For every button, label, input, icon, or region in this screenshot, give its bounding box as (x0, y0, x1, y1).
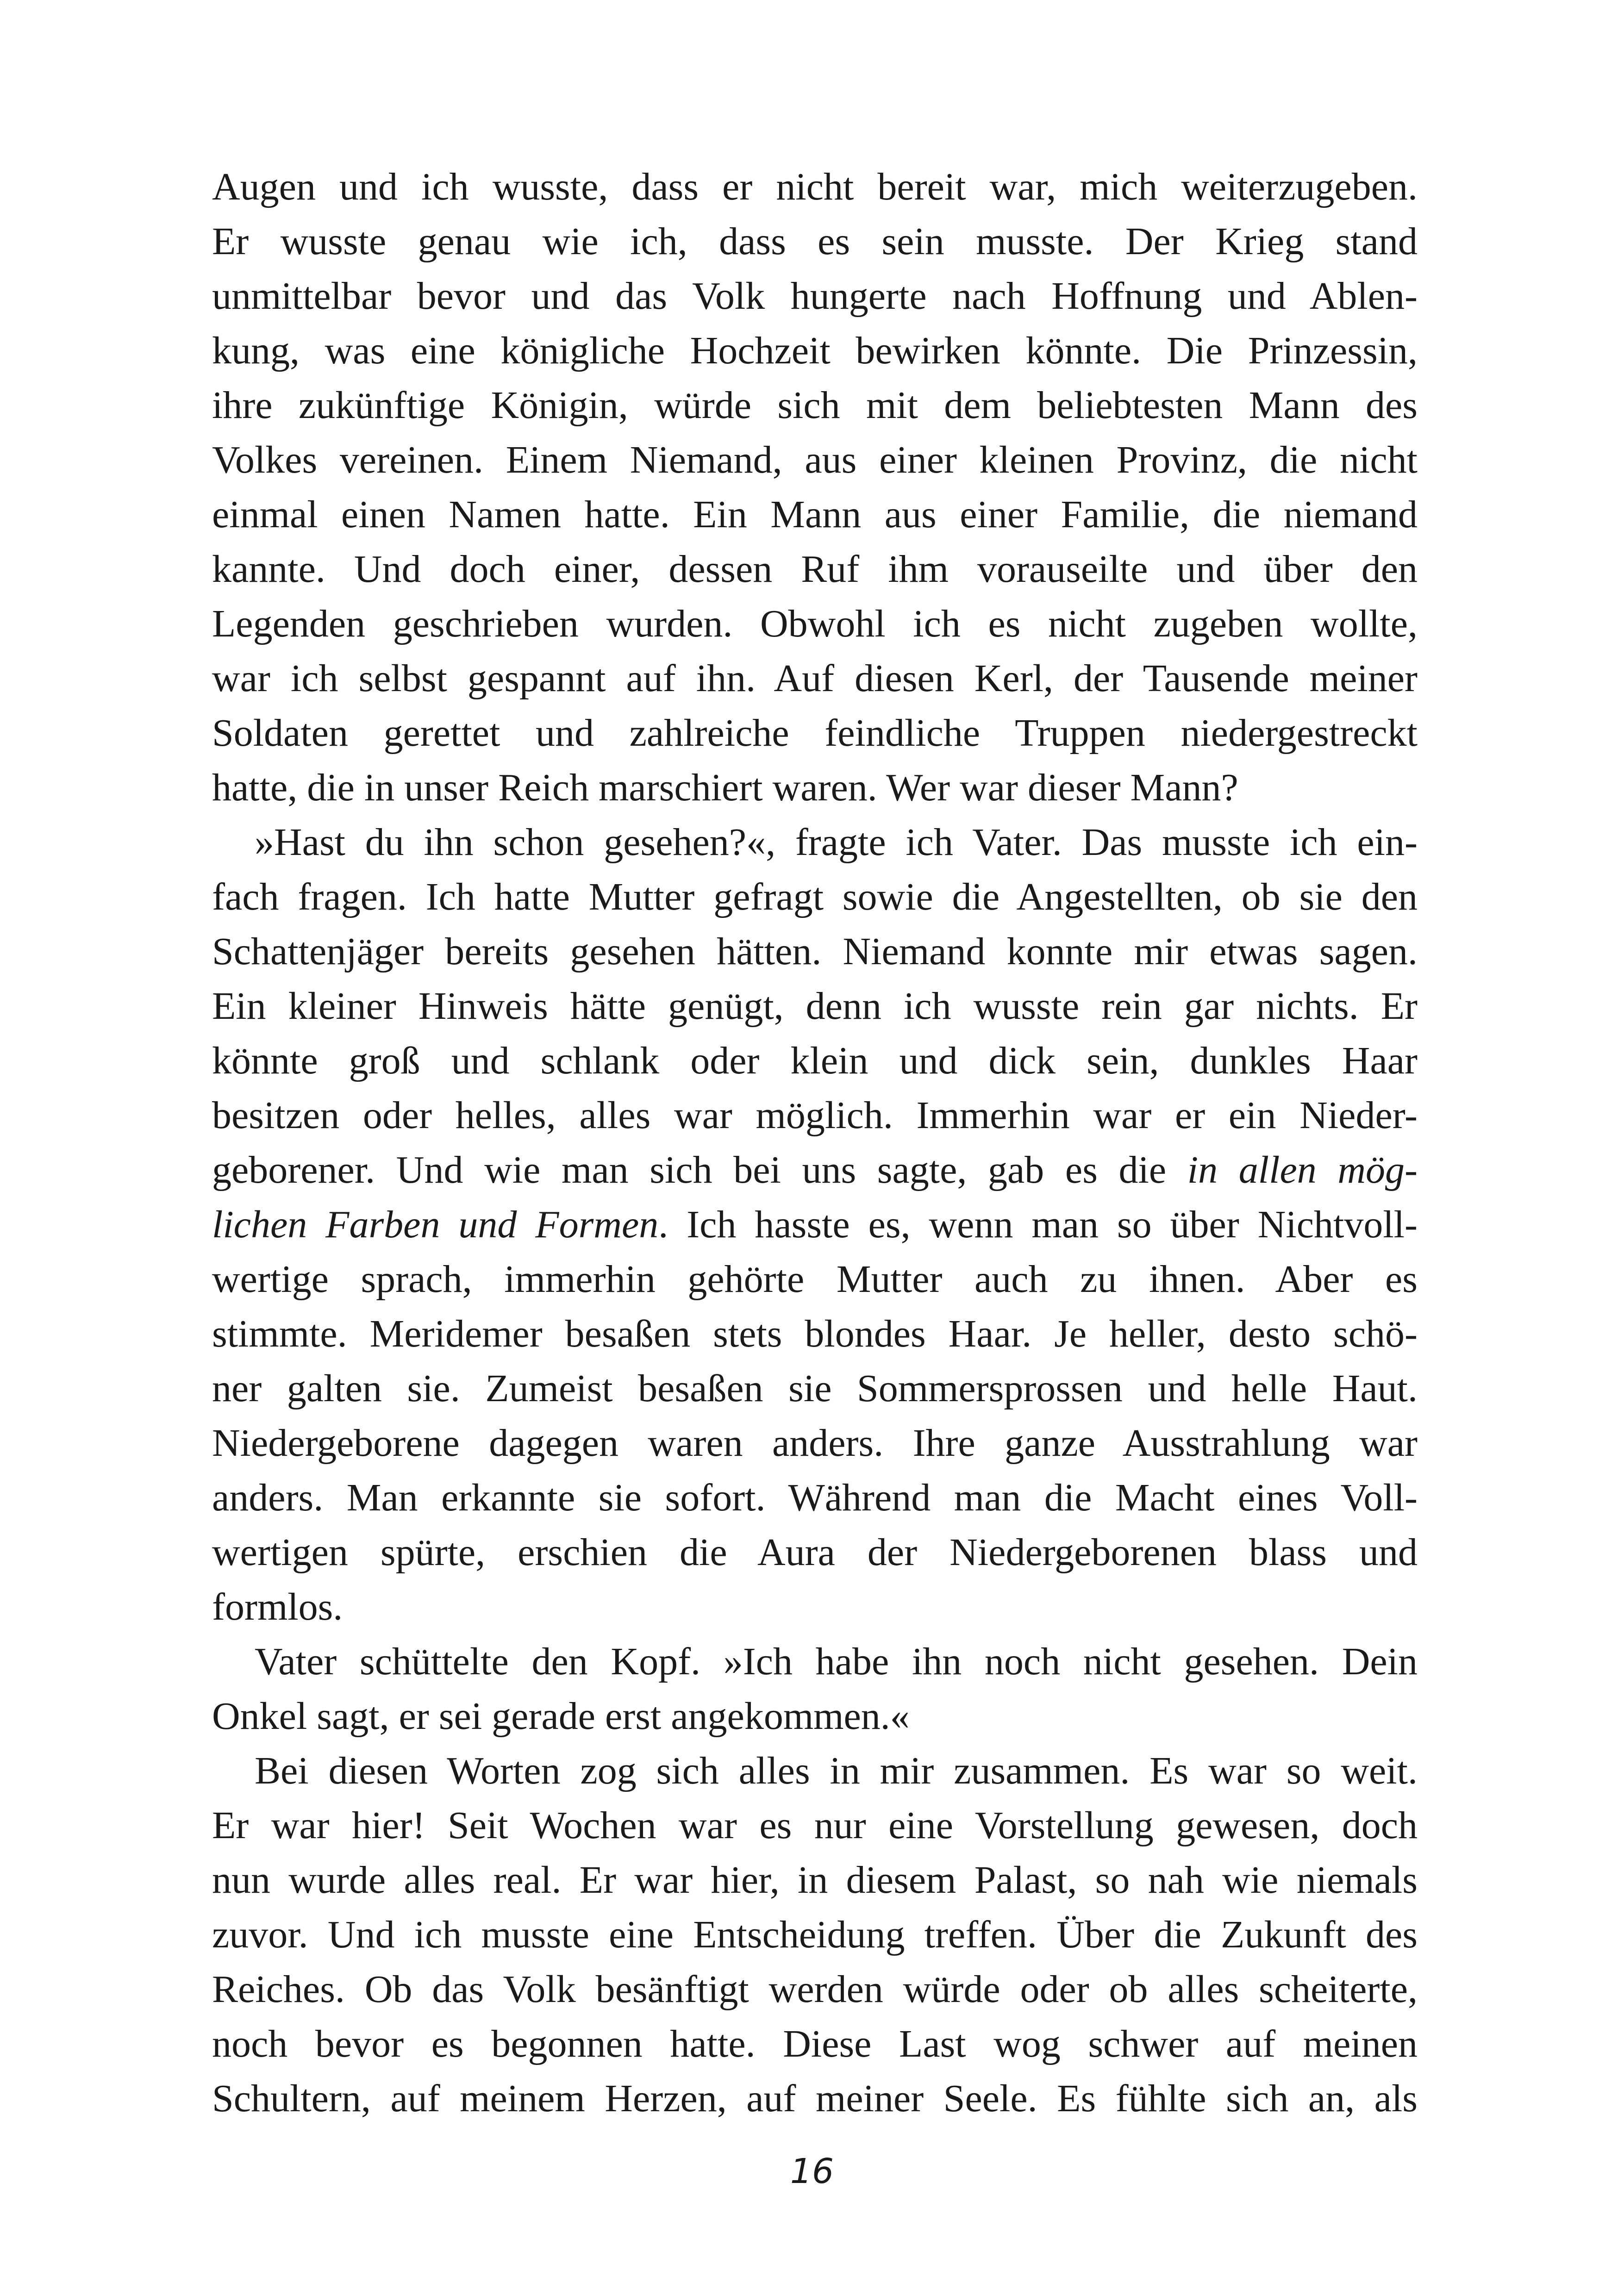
text-line: wertige sprach, immerhin gehörte Mutter auch zu ihnen. Aber es (212, 1258, 1418, 1301)
text-line: Er wusste genau wie ich, dass es sein musste. Der Krieg stand (212, 220, 1418, 263)
line-text: geborener. Und wie man sich bei uns sagte, gab es die (212, 1148, 1167, 1191)
text-line: »Hast du ihn schon gesehen?«, fragte ich Vater. Das musste ich ein- (255, 821, 1418, 864)
text-line: besitzen oder helles, alles war möglich. Immerhin war er ein Nieder- (212, 1094, 1418, 1137)
text-line: Volkes vereinen. Einem Niemand, aus einer kleinen Provinz, die nicht (212, 438, 1418, 481)
page-number: 16 (790, 2152, 834, 2191)
text-line: wertigen spürte, erschien die Aura der Niedergeborenen blass und (212, 1531, 1418, 1574)
text-line: Reiches. Ob das Volk besänftigt werden würde oder ob alles scheiterte, (212, 1968, 1418, 2011)
text-line: Schattenjäger bereits gesehen hätten. Niemand konnte mir etwas sagen. (212, 930, 1418, 973)
text-line: hatte, die in unser Reich marschiert waren. Wer war dieser Mann? (212, 766, 1238, 809)
text-line: ihre zukünftige Königin, würde sich mit dem beliebtesten Mann des (212, 384, 1418, 427)
text-line: Onkel sagt, er sei gerade erst angekommen.« (212, 1695, 910, 1738)
text-line: war ich selbst gespannt auf ihn. Auf diesen Kerl, der Tausende meiner (212, 657, 1418, 700)
text-line: einmal einen Namen hatte. Ein Mann aus einer Familie, die niemand (212, 493, 1418, 536)
text-line: könnte groß und schlank oder klein und dick sein, dunkles Haar (212, 1039, 1418, 1082)
line-text: . Ich hasste es, wenn man so über Nichtvoll- (658, 1203, 1418, 1246)
italic-phrase: lichen Farben und Formen (212, 1203, 659, 1246)
text-line: Niedergeborene dagegen waren anders. Ihre ganze Ausstrahlung war (212, 1422, 1418, 1465)
text-line: Bei diesen Worten zog sich alles in mir zusammen. Es war so weit. (255, 1749, 1418, 1792)
text-line: nun wurde alles real. Er war hier, in diesem Palast, so nah wie niemals (212, 1858, 1418, 1902)
text-line: Schultern, auf meinem Herzen, auf meiner Seele. Es fühlte sich an, als (212, 2077, 1418, 2120)
text-line: noch bevor es begonnen hatte. Diese Last wog schwer auf meinen (212, 2022, 1418, 2065)
text-line: ner galten sie. Zumeist besaßen sie Sommersprossen und helle Haut. (212, 1367, 1418, 1410)
text-line: Vater schüttelte den Kopf. »Ich habe ihn noch nicht gesehen. Dein (255, 1640, 1418, 1683)
text-line: Ein kleiner Hinweis hätte genügt, denn ich wusste rein gar nichts. Er (212, 985, 1418, 1028)
text-line: Soldaten gerettet und zahlreiche feindliche Truppen niedergestreckt (212, 711, 1418, 755)
text-line: formlos. (212, 1585, 343, 1628)
text-line: kung, was eine königliche Hochzeit bewirken könnte. Die Prinzessin, (212, 329, 1418, 372)
text-line: Augen und ich wusste, dass er nicht bereit war, mich weiterzugeben. (212, 165, 1418, 208)
text-line: Legenden geschrieben wurden. Obwohl ich es nicht zugeben wollte, (212, 602, 1418, 645)
text-line: anders. Man erkannte sie sofort. Während man die Macht eines Voll- (212, 1476, 1418, 1519)
text-line: unmittelbar bevor und das Volk hungerte nach Hoffnung und Ablen- (212, 274, 1418, 318)
text-line: stimmte. Meridemer besaßen stets blondes Haar. Je heller, desto schö- (212, 1312, 1418, 1355)
italic-phrase: in allen mög- (1187, 1148, 1418, 1191)
text-line: Er war hier! Seit Wochen war es nur eine Vorstellung gewesen, doch (212, 1804, 1418, 1847)
text-line: zuvor. Und ich musste eine Entscheidung treffen. Über die Zukunft des (212, 1913, 1418, 1956)
text-line-with-italic (212, 1143, 1418, 1197)
body-text (212, 160, 1418, 2126)
text-line: kannte. Und doch einer, dessen Ruf ihm vorauseilte und über den (212, 548, 1418, 591)
text-line-with-italic (212, 1197, 1418, 1252)
text-line: fach fragen. Ich hatte Mutter gefragt sowie die Angestellten, ob sie den (212, 875, 1418, 918)
